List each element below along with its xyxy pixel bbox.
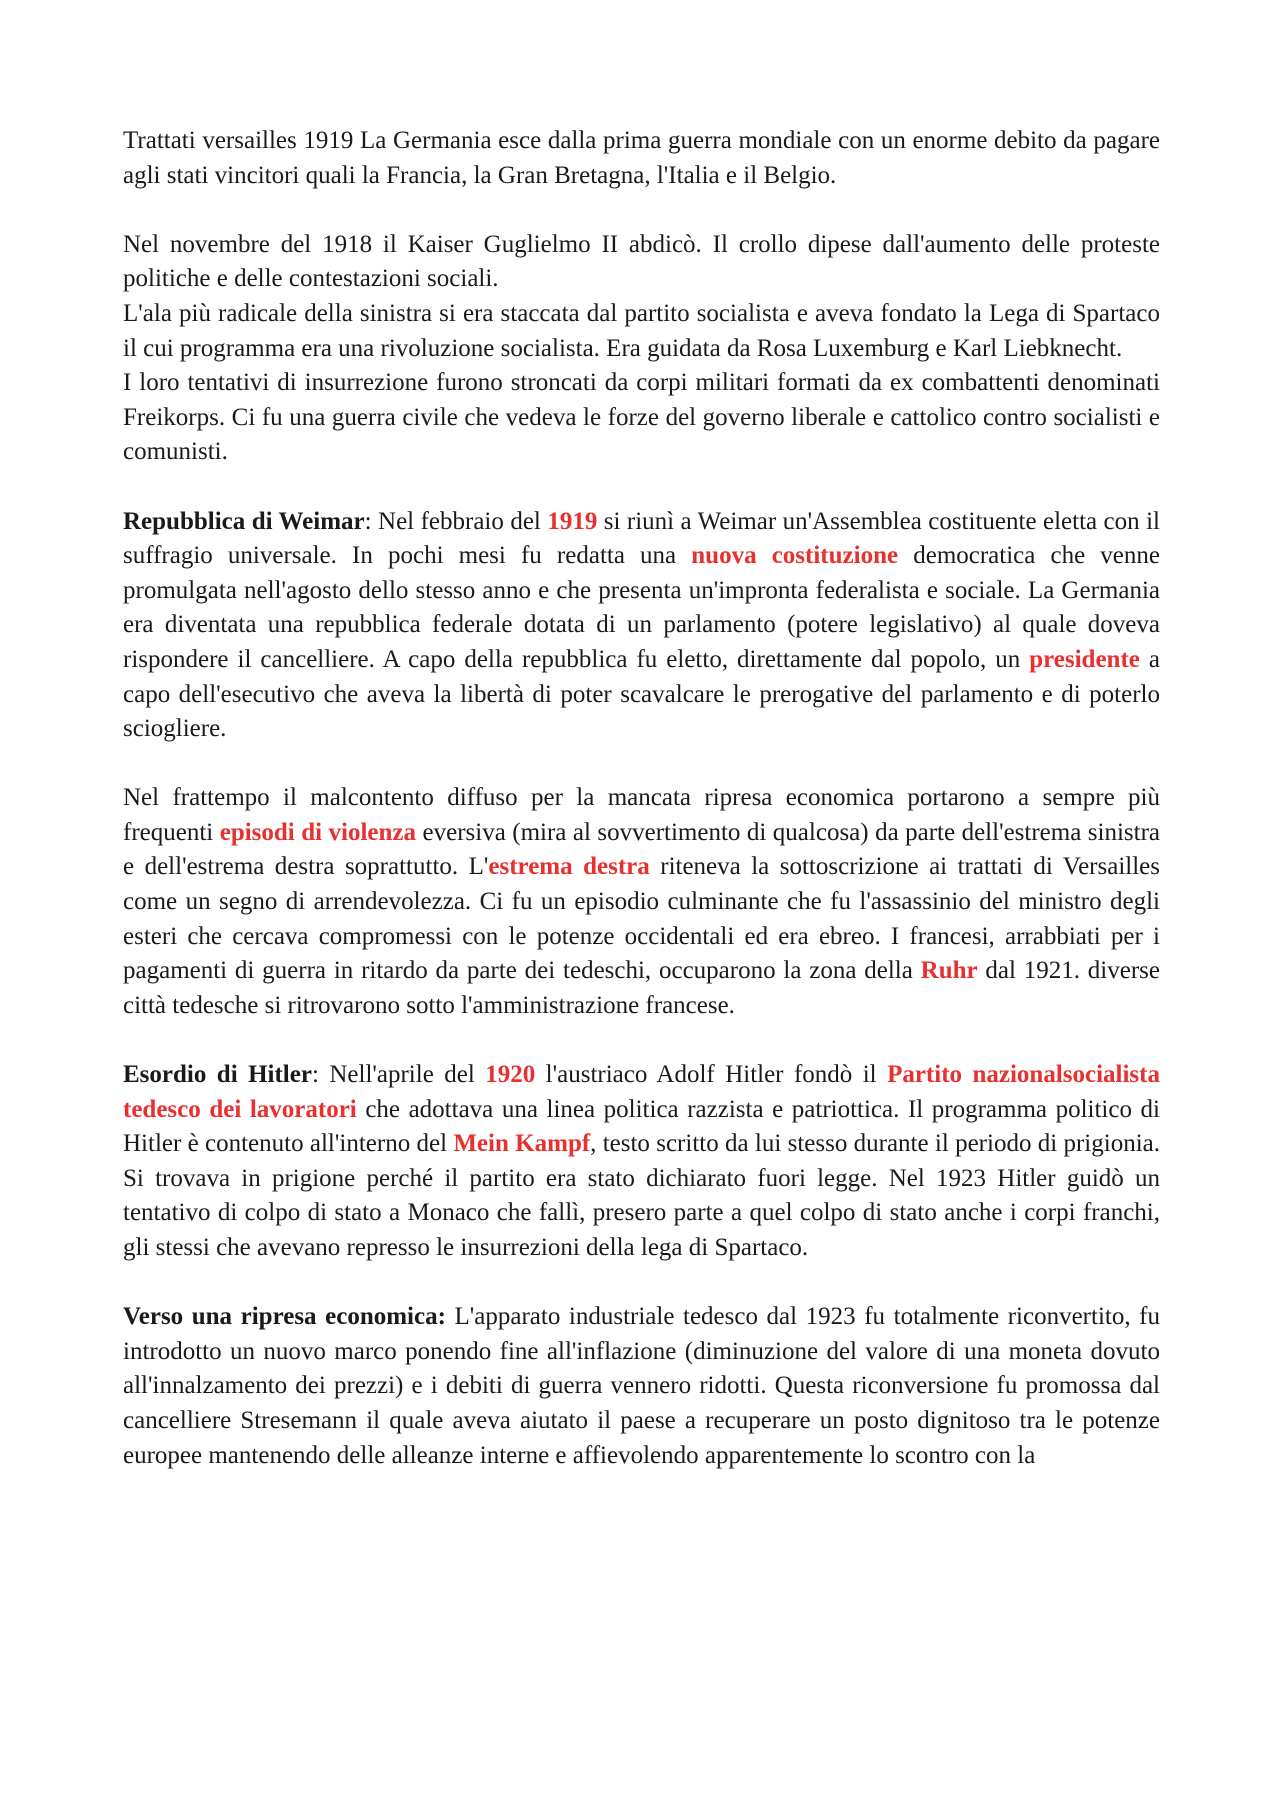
text-run: : Nel febbraio del: [364, 507, 548, 535]
highlighted-term: 1919: [547, 507, 598, 535]
section-heading: Esordio di Hitler: [123, 1061, 312, 1089]
text-run: : Nell'aprile del: [311, 1061, 486, 1089]
text-run: Nel frattempo il malcontento diffuso per la mancata ripresa economica portarono a sempre più frequenti: [123, 784, 1160, 846]
highlighted-term: Partito nazionalsocialista tedesco dei lavoratori: [123, 1061, 1160, 1123]
text-run: L'ala più radicale della sinistra si era staccata dal partito socialista e aveva fondato la Lega di Spartaco il cui programma era una rivoluzione socialista. Era guidata da Rosa Luxemburg e Karl Liebknecht.: [123, 299, 1160, 362]
text-run: eversiva (mira al sovvertimento di qualcosa) da parte dell'estrema sinistra e dell'estrema destra soprattutto. L': [123, 818, 1160, 881]
highlighted-term: Ruhr: [920, 957, 978, 985]
text-run: riteneva la sottoscrizione ai trattati di Versailles come un segno di arrendevolezza. Ci fu un episodio culminante che fu l'assassinio del ministro degli esteri che cercava compromessi con le potenze occidentali ed era ebreo. I francesi, arrabbiati per i pagamenti di guerra in ritardo da parte dei tedeschi, occuparono la zona della: [123, 853, 1160, 985]
text-run: che adottava una linea politica razzista e patriottica. Il programma politico di Hitler è contenuto all'interno del: [123, 1095, 1160, 1158]
section-heading: Repubblica di Weimar: [123, 507, 365, 535]
text-run: Trattati versailles 1919 La Germania esce dalla prima guerra mondiale con un enorme debito da pagare agli stati vincitori quali la Francia, la Gran Bretagna, l'Italia e il Belgio.: [123, 127, 1160, 189]
paragraph-p6: [123, 781, 1160, 1023]
paragraph-p1: [123, 124, 1160, 193]
paragraph-p8: [123, 1300, 1160, 1473]
text-run: I loro tentativi di insurrezione furono stroncati da corpi militari formati da ex combattenti denominati Freikorps. Ci fu una guerra civile che vedeva le forze del governo liberale e cattolico contro socialisti e comunisti.: [123, 369, 1160, 466]
text-run: dal 1921. diverse città tedesche si ritrovarono sotto l'amministrazione francese.: [123, 957, 1161, 1019]
highlighted-term: Mein Kampf: [453, 1130, 591, 1158]
text-run: , testo scritto da lui stesso durante il periodo di prigionia. Si trovava in prigione perché il partito era stato dichiarato fuori legge. Nel 1923 Hitler guidò un tentativo di colpo di stato a Monaco che fallì, presero parte a quel colpo di stato anche i corpi franchi, gli stessi che avevano represso le insurrezioni della lega di Spartaco.: [123, 1130, 1160, 1261]
paragraph-p4: [123, 366, 1160, 470]
document-page: [123, 124, 1160, 1473]
highlighted-term: estrema destra: [488, 853, 650, 881]
paragraph-p7: [123, 1058, 1160, 1266]
text-run: democratica che venne promulgata nell'agosto dello stesso anno e che presenta un'impronta federalista e sociale. La Germania era diventata una repubblica federale dotata di un parlamento (potere legislativo) al quale doveva rispondere il cancelliere. A capo della repubblica fu eletto, direttamente dal popolo, un: [123, 542, 1160, 673]
highlighted-term: episodi di violenza: [219, 818, 417, 846]
paragraph-p3: [123, 297, 1160, 366]
paragraph-p2: [123, 228, 1160, 297]
highlighted-term: 1920: [485, 1061, 536, 1089]
section-heading: Verso una ripresa economica:: [123, 1303, 446, 1331]
text-run: si riunì a Weimar un'Assemblea costituente eletta con il suffragio universale. In pochi mesi fu redatta una: [123, 507, 1160, 570]
highlighted-term: presidente: [1029, 645, 1140, 673]
text-run: l'austriaco Adolf Hitler fondò il: [535, 1061, 888, 1089]
paragraph-p5: [123, 505, 1160, 747]
highlighted-term: nuova costituzione: [691, 542, 899, 570]
text-run: Nel novembre del 1918 il Kaiser Guglielmo II abdicò. Il crollo dipese dall'aumento delle proteste politiche e delle contestazioni sociali.: [123, 230, 1160, 293]
text-run: L'apparato industriale tedesco dal 1923 fu totalmente riconvertito, fu introdotto un nuovo marco ponendo fine all'inflazione (diminuzione del valore di una moneta dovuto all'innalzamento dei prezzi) e i debiti di guerra vennero ridotti. Questa riconversione fu promossa dal cancelliere Stresemann il quale aveva aiutato il paese a recuperare un posto dignitoso tra le potenze europee mantenendo delle alleanze interne e affievolendo apparentemente lo scontro con la: [123, 1303, 1160, 1469]
text-run: a capo dell'esecutivo che aveva la libertà di poter scavalcare le prerogative del parlamento e di poterlo sciogliere.: [123, 645, 1160, 743]
